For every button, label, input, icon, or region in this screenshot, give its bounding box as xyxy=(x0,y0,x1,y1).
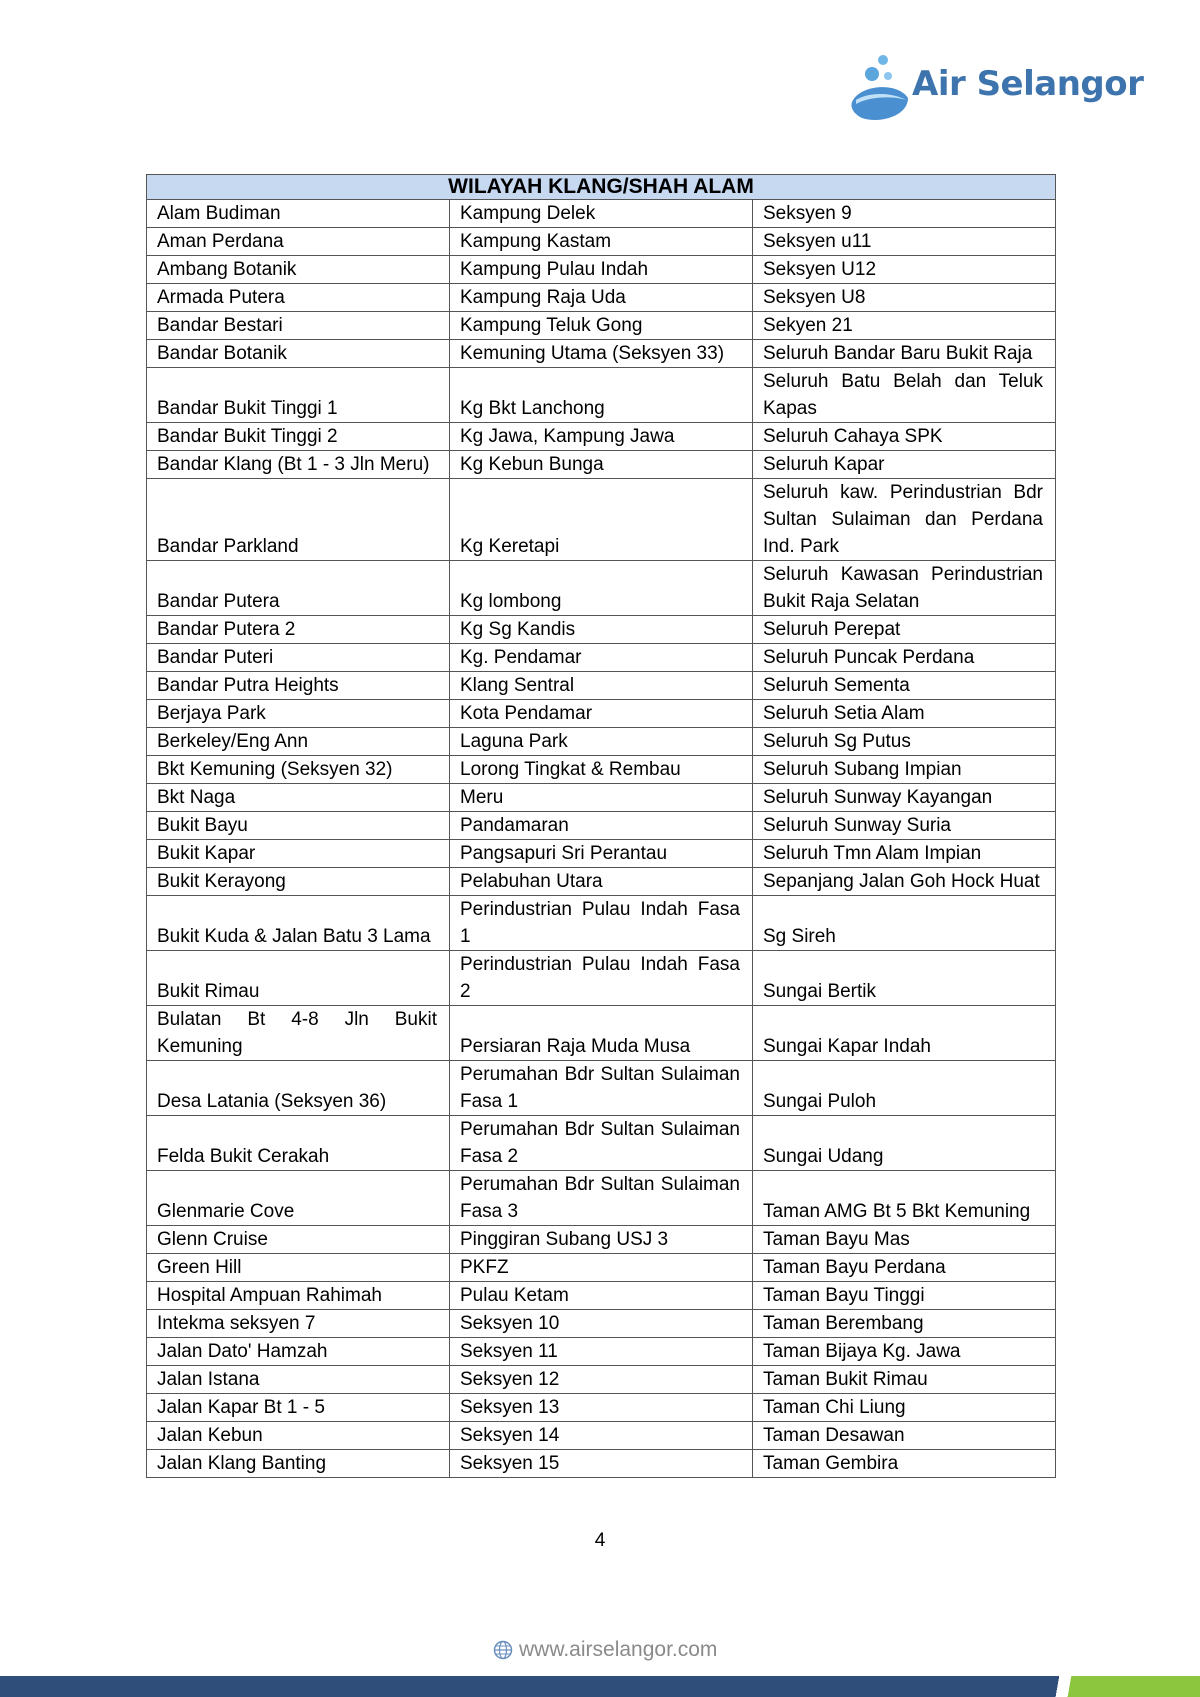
table-row xyxy=(147,256,1056,284)
table-cell: Glenmarie Cove xyxy=(147,1171,450,1226)
table-row xyxy=(147,228,1056,256)
table-cell: Meru xyxy=(450,784,753,812)
table-row xyxy=(147,284,1056,312)
table-row xyxy=(147,728,1056,756)
table-cell: Kg Sg Kandis xyxy=(450,616,753,644)
area-list-table xyxy=(146,174,1056,1478)
table-cell: Seluruh Batu Belah dan Teluk Kapas xyxy=(753,368,1056,423)
table-body xyxy=(147,200,1056,1478)
table-cell: Seluruh Subang Impian xyxy=(753,756,1056,784)
table-cell: Kemuning Utama (Seksyen 33) xyxy=(450,340,753,368)
table-cell: Bukit Kuda & Jalan Batu 3 Lama xyxy=(147,896,450,951)
table-cell: Kg Bkt Lanchong xyxy=(450,368,753,423)
table-cell: Perindustrian Pulau Indah Fasa 1 xyxy=(450,896,753,951)
table-row xyxy=(147,340,1056,368)
table-cell: Bkt Naga xyxy=(147,784,450,812)
table-cell: Jalan Dato' Hamzah xyxy=(147,1338,450,1366)
table-cell: Pelabuhan Utara xyxy=(450,868,753,896)
table-cell: Seksyen U8 xyxy=(753,284,1056,312)
footer-bar xyxy=(0,1676,1200,1697)
table-row xyxy=(147,479,1056,561)
website-url[interactable]: www.airselangor.com xyxy=(519,1638,718,1661)
air-selangor-logo xyxy=(850,50,1144,126)
table-cell: Jalan Klang Banting xyxy=(147,1450,450,1478)
table-cell: Seksyen 9 xyxy=(753,200,1056,228)
table-row xyxy=(147,644,1056,672)
table-cell: Klang Sentral xyxy=(450,672,753,700)
table-cell: Bandar Parkland xyxy=(147,479,450,561)
table-cell: Pangsapuri Sri Perantau xyxy=(450,840,753,868)
table-cell: Seksyen 11 xyxy=(450,1338,753,1366)
table-cell: Bukit Kapar xyxy=(147,840,450,868)
table-cell: Jalan Kapar Bt 1 - 5 xyxy=(147,1394,450,1422)
table-cell: Seluruh Puncak Perdana xyxy=(753,644,1056,672)
table-row xyxy=(147,1171,1056,1226)
table-cell: Seluruh Sg Putus xyxy=(753,728,1056,756)
table-cell: Kg Jawa, Kampung Jawa xyxy=(450,423,753,451)
table-cell: Seksyen 13 xyxy=(450,1394,753,1422)
table-row xyxy=(147,812,1056,840)
table-cell: Felda Bukit Cerakah xyxy=(147,1116,450,1171)
table-cell: Seksyen U12 xyxy=(753,256,1056,284)
table-cell: Sungai Bertik xyxy=(753,951,1056,1006)
table-cell: Taman Bayu Tinggi xyxy=(753,1282,1056,1310)
table-row xyxy=(147,561,1056,616)
table-cell: Perindustrian Pulau Indah Fasa 2 xyxy=(450,951,753,1006)
table-row xyxy=(147,1450,1056,1478)
table-row xyxy=(147,784,1056,812)
water-drop-icon xyxy=(850,54,912,124)
table-cell: Kampung Delek xyxy=(450,200,753,228)
table-cell: Kg Kebun Bunga xyxy=(450,451,753,479)
table-cell: Sg Sireh xyxy=(753,896,1056,951)
table-row xyxy=(147,1254,1056,1282)
table-cell: Sungai Puloh xyxy=(753,1061,1056,1116)
table-cell: Jalan Istana xyxy=(147,1366,450,1394)
table-cell: PKFZ xyxy=(450,1254,753,1282)
table-cell: Lorong Tingkat & Rembau xyxy=(450,756,753,784)
table-row xyxy=(147,951,1056,1006)
table-cell: Seksyen u11 xyxy=(753,228,1056,256)
table-cell: Alam Budiman xyxy=(147,200,450,228)
table-cell: Seluruh Bandar Baru Bukit Raja xyxy=(753,340,1056,368)
table-cell: Bandar Bukit Tinggi 1 xyxy=(147,368,450,423)
table-cell: Pinggiran Subang USJ 3 xyxy=(450,1226,753,1254)
table-row xyxy=(147,368,1056,423)
table-cell: Seksyen 14 xyxy=(450,1422,753,1450)
table-cell: Bandar Putera 2 xyxy=(147,616,450,644)
table-cell: Taman Desawan xyxy=(753,1422,1056,1450)
table-row xyxy=(147,1422,1056,1450)
table-cell: Bandar Puteri xyxy=(147,644,450,672)
table-cell: Hospital Ampuan Rahimah xyxy=(147,1282,450,1310)
table-cell: Seluruh Setia Alam xyxy=(753,700,1056,728)
table-cell: Berjaya Park xyxy=(147,700,450,728)
table-cell: Kg. Pendamar xyxy=(450,644,753,672)
table-cell: Seluruh kaw. Perindustrian Bdr Sultan Sulaiman dan Perdana Ind. Park xyxy=(753,479,1056,561)
table-cell: Bandar Botanik xyxy=(147,340,450,368)
table-cell: Sepanjang Jalan Goh Hock Huat xyxy=(753,868,1056,896)
table-row xyxy=(147,423,1056,451)
table-cell: Taman AMG Bt 5 Bkt Kemuning xyxy=(753,1171,1056,1226)
table-row xyxy=(147,1366,1056,1394)
table-cell: Bkt Kemuning (Seksyen 32) xyxy=(147,756,450,784)
table-cell: Sekyen 21 xyxy=(753,312,1056,340)
table-cell: Bandar Bestari xyxy=(147,312,450,340)
table-cell: Berkeley/Eng Ann xyxy=(147,728,450,756)
table-row xyxy=(147,1310,1056,1338)
table-cell: Bulatan Bt 4-8 Jln Bukit Kemuning xyxy=(147,1006,450,1061)
table-cell: Seluruh Kawasan Perindustrian Bukit Raja Selatan xyxy=(753,561,1056,616)
table-row xyxy=(147,840,1056,868)
table-cell: Pulau Ketam xyxy=(450,1282,753,1310)
table-cell: Taman Chi Liung xyxy=(753,1394,1056,1422)
table-cell: Bandar Klang (Bt 1 - 3 Jln Meru) xyxy=(147,451,450,479)
table-cell: Taman Berembang xyxy=(753,1310,1056,1338)
table-row xyxy=(147,616,1056,644)
table-cell: Bukit Rimau xyxy=(147,951,450,1006)
table-cell: Laguna Park xyxy=(450,728,753,756)
table-cell: Kg Keretapi xyxy=(450,479,753,561)
table-cell: Glenn Cruise xyxy=(147,1226,450,1254)
table-cell: Perumahan Bdr Sultan Sulaiman Fasa 1 xyxy=(450,1061,753,1116)
table-cell: Bandar Bukit Tinggi 2 xyxy=(147,423,450,451)
table-cell: Kampung Teluk Gong xyxy=(450,312,753,340)
table-row xyxy=(147,1282,1056,1310)
table-row xyxy=(147,1006,1056,1061)
table-cell: Seksyen 15 xyxy=(450,1450,753,1478)
page-number: 4 xyxy=(594,1530,606,1551)
table-cell: Kg lombong xyxy=(450,561,753,616)
table-cell: Seluruh Sunway Suria xyxy=(753,812,1056,840)
table-cell: Seluruh Sunway Kayangan xyxy=(753,784,1056,812)
table-cell: Kampung Raja Uda xyxy=(450,284,753,312)
footer-website xyxy=(493,1636,717,1664)
table-cell: Kampung Kastam xyxy=(450,228,753,256)
table-row xyxy=(147,896,1056,951)
table-cell: Persiaran Raja Muda Musa xyxy=(450,1006,753,1061)
table-cell: Green Hill xyxy=(147,1254,450,1282)
table-cell: Bandar Putera xyxy=(147,561,450,616)
table-row xyxy=(147,756,1056,784)
table-cell: Sungai Kapar Indah xyxy=(753,1006,1056,1061)
table-cell: Bandar Putra Heights xyxy=(147,672,450,700)
table-row xyxy=(147,1226,1056,1254)
table-row xyxy=(147,1061,1056,1116)
table-cell: Seluruh Sementa xyxy=(753,672,1056,700)
table-cell: Kota Pendamar xyxy=(450,700,753,728)
table-cell: Bukit Bayu xyxy=(147,812,450,840)
table-cell: Armada Putera xyxy=(147,284,450,312)
logo-wordmark: Air Selangor xyxy=(912,64,1144,104)
table-cell: Sungai Udang xyxy=(753,1116,1056,1171)
table-cell: Seluruh Kapar xyxy=(753,451,1056,479)
table-cell: Perumahan Bdr Sultan Sulaiman Fasa 2 xyxy=(450,1116,753,1171)
table-cell: Seluruh Perepat xyxy=(753,616,1056,644)
table-cell: Taman Bayu Perdana xyxy=(753,1254,1056,1282)
table-cell: Pandamaran xyxy=(450,812,753,840)
table-row xyxy=(147,1116,1056,1171)
table-row xyxy=(147,200,1056,228)
table-cell: Taman Gembira xyxy=(753,1450,1056,1478)
table-row xyxy=(147,451,1056,479)
globe-icon xyxy=(493,1640,513,1660)
table-cell: Seluruh Tmn Alam Impian xyxy=(753,840,1056,868)
table-row xyxy=(147,672,1056,700)
table-cell: Ambang Botanik xyxy=(147,256,450,284)
table-row xyxy=(147,1394,1056,1422)
table-title: WILAYAH KLANG/SHAH ALAM xyxy=(147,175,1056,200)
table-cell: Taman Bukit Rimau xyxy=(753,1366,1056,1394)
table-cell: Perumahan Bdr Sultan Sulaiman Fasa 3 xyxy=(450,1171,753,1226)
table-row xyxy=(147,312,1056,340)
table-cell: Seksyen 10 xyxy=(450,1310,753,1338)
table-cell: Aman Perdana xyxy=(147,228,450,256)
table-cell: Kampung Pulau Indah xyxy=(450,256,753,284)
table-cell: Bukit Kerayong xyxy=(147,868,450,896)
table-row xyxy=(147,1338,1056,1366)
table-cell: Seluruh Cahaya SPK xyxy=(753,423,1056,451)
table-cell: Intekma seksyen 7 xyxy=(147,1310,450,1338)
table-cell: Jalan Kebun xyxy=(147,1422,450,1450)
table-cell: Taman Bijaya Kg. Jawa xyxy=(753,1338,1056,1366)
table-row xyxy=(147,868,1056,896)
table-cell: Taman Bayu Mas xyxy=(753,1226,1056,1254)
table-cell: Desa Latania (Seksyen 36) xyxy=(147,1061,450,1116)
table-row xyxy=(147,700,1056,728)
table-cell: Seksyen 12 xyxy=(450,1366,753,1394)
table-header-row xyxy=(147,175,1056,200)
